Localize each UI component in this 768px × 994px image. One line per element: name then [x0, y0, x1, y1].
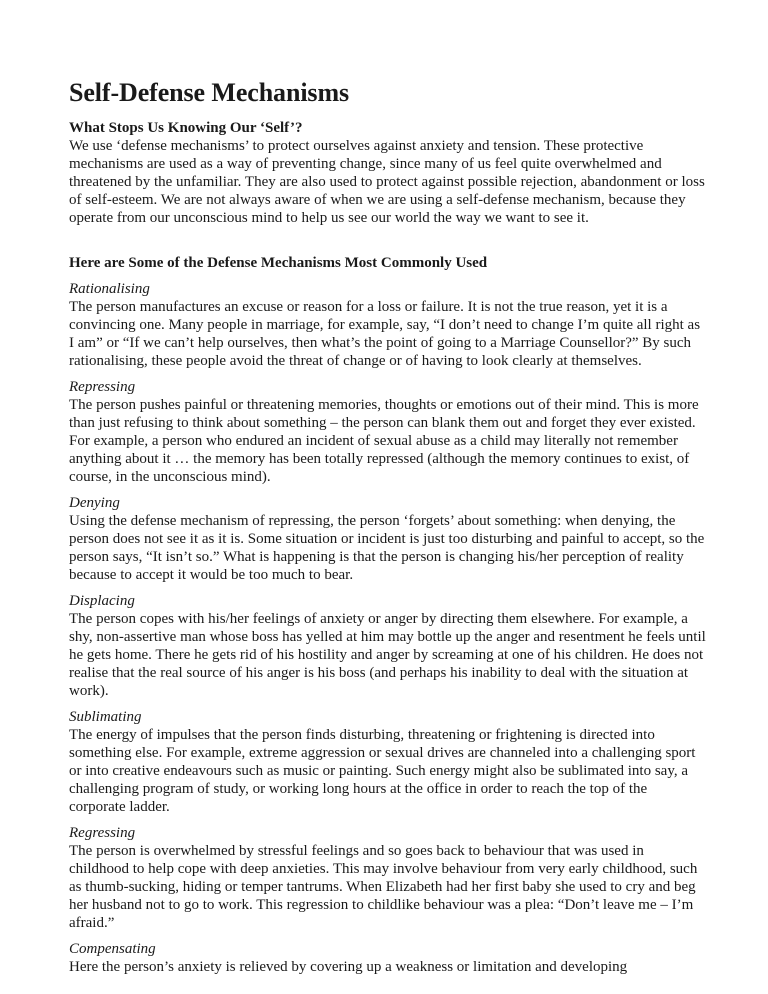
mechanism-regressing	[69, 824, 707, 932]
section-spacer	[69, 227, 707, 254]
mechanism-repressing	[69, 378, 707, 486]
mechanism-spacer	[69, 486, 707, 494]
mechanism-spacer	[69, 584, 707, 592]
mechanism-name: Compensating	[69, 941, 156, 958]
mechanism-compensating	[69, 940, 707, 976]
mechanism-sublimating	[69, 708, 707, 816]
mechanism-rationalising	[69, 280, 707, 370]
mechanism-body: The person copes with his/her feelings of anxiety or anger by directing them elsewhere. For example, a shy, non-assertive man whose boss has yelled at him may bottle up the anger and resentment he feels until he gets home. There he gets rid of his hostility and anger by screaming at one of his children. He does not realise that the real source of his anger is his boss (and perhaps his inability to deal with the situation at work).	[69, 611, 706, 700]
mechanism-body: The person is overwhelmed by stressful feelings and so goes back to behaviour that was used in childhood to help cope with deep anxieties. This may involve behaviour from very early childhood, such as thumb-sucking, hiding or temper tantrums. When Elizabeth had her first baby she used to cry and beg her husband not to go to work. This regression to childlike behaviour was a plea: “Don’t leave me – I’m afraid.”	[69, 843, 698, 932]
page-title: Self-Defense Mechanisms	[69, 78, 350, 107]
mechanism-name: Regressing	[69, 825, 136, 842]
mechanism-name: Displacing	[69, 593, 135, 610]
intro-heading: What Stops Us Knowing Our ‘Self’?	[69, 120, 303, 137]
mechanism-name: Rationalising	[69, 281, 150, 298]
mechanism-body: Using the defense mechanism of repressing, the person ‘forgets’ about something: when denying, the person does not see it as it is. Some situation or incident is just too disturbing and painful to accept, so the person says, “It isn’t so.” What is happening is that the person is changing his/her perception of reality because to accept it would be too much to bear.	[69, 513, 705, 584]
mechanism-spacer	[69, 700, 707, 708]
intro-section	[69, 119, 707, 227]
mechanism-body: The energy of impulses that the person finds disturbing, threatening or frightening is directed into something else. For example, extreme aggression or sexual drives are channeled into a challenging sport or into creative endeavours such as music or painting. Such energy might also be sublimated into say, a challenging program of study, or working long hours at the office in order to reach the top of the corporate ladder.	[69, 727, 696, 816]
mechanism-name: Denying	[69, 495, 120, 512]
mechanism-denying	[69, 494, 707, 584]
mechanism-displacing	[69, 592, 707, 700]
mechanisms-list-heading: Here are Some of the Defense Mechanisms Most Commonly Used	[69, 255, 488, 272]
mechanism-spacer	[69, 932, 707, 940]
mechanism-body: Here the person’s anxiety is relieved by covering up a weakness or limitation and developing	[69, 959, 628, 976]
mechanism-spacer	[69, 816, 707, 824]
mechanism-name: Sublimating	[69, 709, 142, 726]
mechanism-body: The person pushes painful or threatening memories, thoughts or emotions out of their mind. This is more than just refusing to think about something – the person can blank them out and forget they ever existed. For example, a person who endured an incident of sexual abuse as a child may literally not remember anything about it … the memory has been totally repressed (although the memory continues to exist, of course, in the unconscious mind).	[69, 397, 699, 486]
intro-body: We use ‘defense mechanisms’ to protect ourselves against anxiety and tension. These protective mechanisms are used as a way of preventing change, since many of us feel quite overwhelmed and threatened by the unfamiliar. They are also used to protect against possible rejection, abandonment or loss of self-esteem. We are not always aware of when we are using a self-defense mechanism, because they operate from our unconscious mind to help us see our world the way we want to see it.	[69, 138, 705, 227]
heading-spacer	[69, 272, 707, 280]
mechanism-body: The person manufactures an excuse or reason for a loss or failure. It is not the true reason, yet it is a convincing one. Many people in marriage, for example, say, “I don’t need to change I’m quite all right as I am” or “If we can’t help ourselves, then what’s the point of going to a Marriage Counsellor?” By such rationalising, these people avoid the threat of change or of having to look clearly at themselves.	[69, 299, 701, 370]
mechanism-spacer	[69, 370, 707, 378]
mechanism-name: Repressing	[69, 379, 136, 396]
